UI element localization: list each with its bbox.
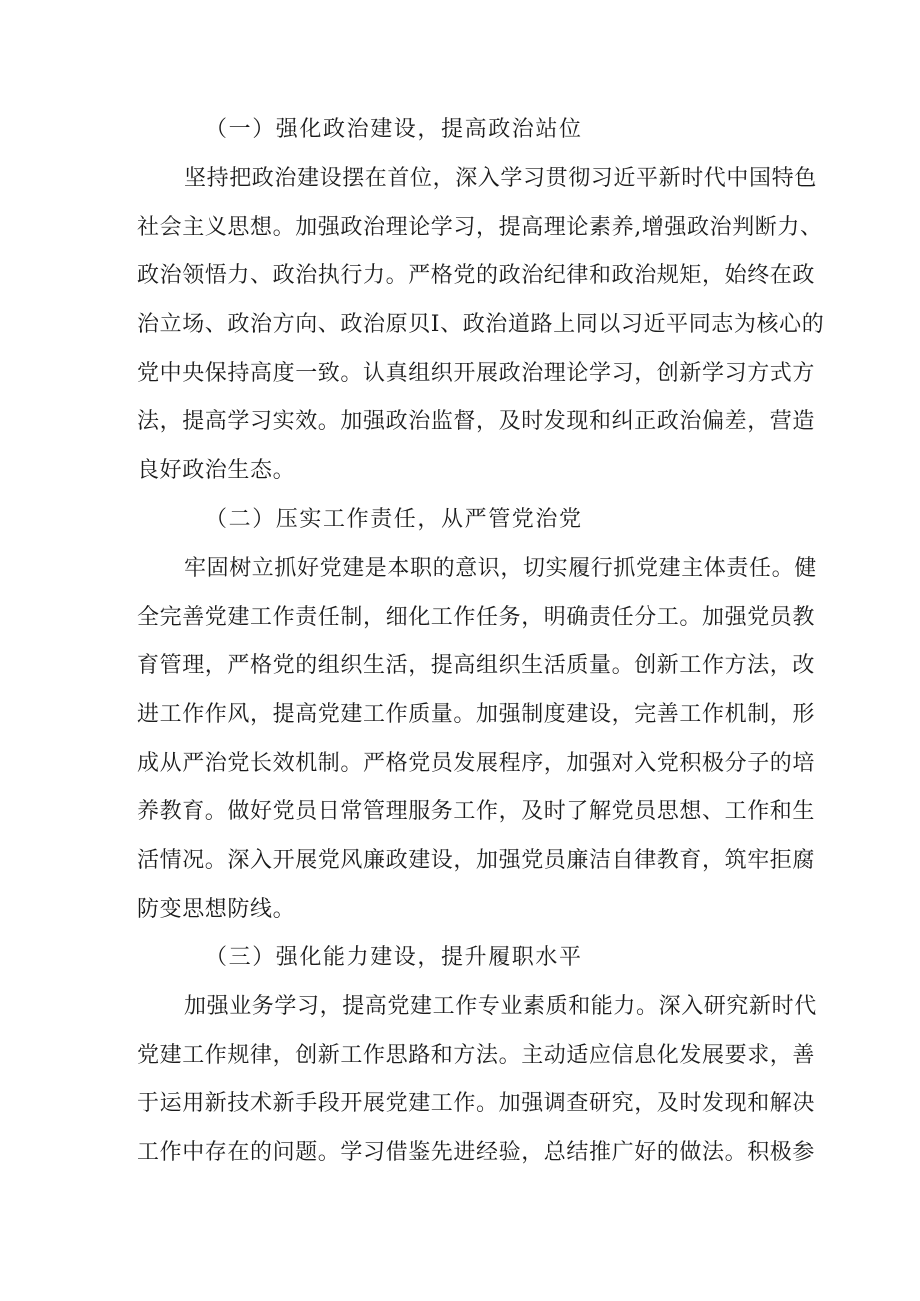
paragraph-line: 于运用新技术新手段开展党建工作。加强调查研究，及时发现和解决 xyxy=(137,1091,816,1117)
paragraph-line: 育管理，严格党的组织生活，提高组织生活质量。创新工作方法，改 xyxy=(137,653,816,679)
paragraph-line: 治立场、政治方向、政治原贝I、政治道路上同以习近平同志为核心的 xyxy=(137,312,825,338)
paragraph-line: 进工作作风，提高党建工作质量。加强制度建设，完善工作机制，形 xyxy=(137,702,816,728)
section-heading-3: （三）强化能力建设，提升履职水平 xyxy=(205,945,583,970)
paragraph-line: 全完善党建工作责任制，细化工作任务，明确责任分工。加强党员教 xyxy=(137,604,816,630)
paragraph-line: 牢固树立抓好党建是本职的意识，切实履行抓党建主体责任。健 xyxy=(184,556,817,581)
paragraph-line: 党建工作规律，创新工作思路和方法。主动适应信息化发展要求，善 xyxy=(137,1042,816,1068)
paragraph-line: 法，提高学习实效。加强政治监督，及时发现和纠正政治偏差，营造 xyxy=(137,409,816,435)
section-paragraph-3 xyxy=(137,992,817,1187)
paragraph-line: 加强业务学习，提高党建工作专业素质和能力。深入研究新时代 xyxy=(184,994,817,1019)
paragraph-line: 养教育。做好党员日常管理服务工作，及时了解党员思想、工作和生 xyxy=(137,799,816,825)
section-paragraph-1 xyxy=(137,164,825,505)
section-heading-1: （一）强化政治建设，提高政治站位 xyxy=(205,117,583,142)
paragraph-line: 社会主义思想。加强政治理论学习，提高理论素养,增强政治判断力、 xyxy=(137,214,823,240)
section-paragraph-2 xyxy=(137,554,817,944)
paragraph-line: 政治领悟力、政治执行力。严格党的政治纪律和政治规矩，始终在政 xyxy=(137,263,816,289)
paragraph-line: 活情况。深入开展党风廉政建设，加强党员廉洁自律教育，筑牢拒腐 xyxy=(137,848,816,874)
paragraph-line: 工作中存在的问题。学习借鉴先进经验，总结推广好的做法。积极参 xyxy=(137,1140,816,1166)
paragraph-line: 坚持把政治建设摆在首位，深入学习贯彻习近平新时代中国特色 xyxy=(184,166,817,191)
paragraph-line: 防变思想防线。 xyxy=(137,896,296,922)
paragraph-line: 成从严治党长效机制。严格党员发展程序，加强对入党积极分子的培 xyxy=(137,750,816,776)
paragraph-line: 良好政治生态。 xyxy=(137,458,296,484)
paragraph-line: 党中央保持高度一致。认真组织开展政治理论学习，创新学习方式方 xyxy=(137,360,816,386)
section-heading-2: （二）压实工作责任，从严管党治党 xyxy=(205,507,583,532)
